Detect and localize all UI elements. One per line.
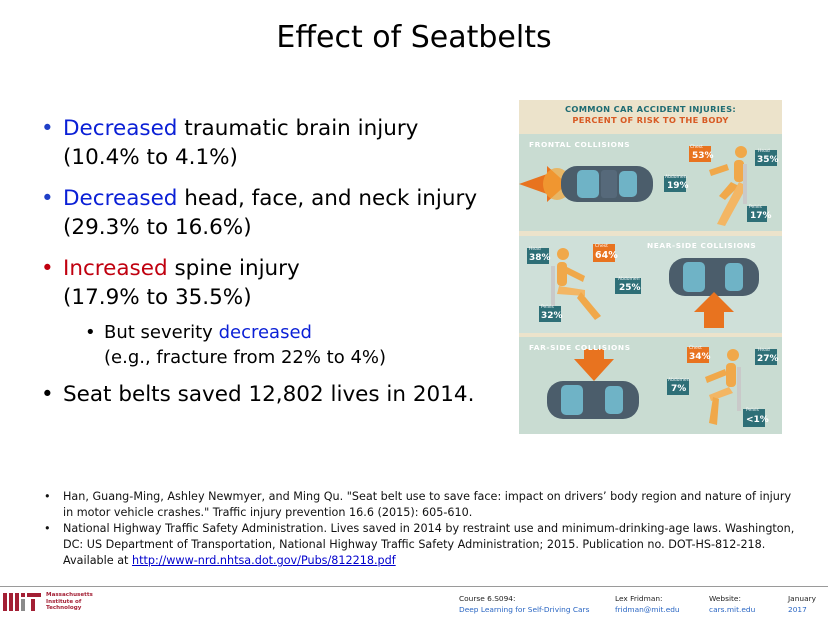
chest-value: 34% — [689, 352, 711, 362]
sub-bullet-stat: (e.g., fracture from 22% to 4%) — [104, 347, 387, 368]
mit-wordmark-line: Technology — [46, 605, 82, 612]
infographic-heading — [519, 104, 782, 126]
course-label: Course 6.S094: — [459, 594, 516, 603]
bullet-text: traumatic brain injury — [177, 116, 419, 141]
sub-bullet-text: But severity — [104, 322, 219, 343]
bullet-dot: • — [44, 522, 51, 535]
pelvis-label: Pelvis — [749, 205, 762, 210]
chest-value: 53% — [692, 151, 714, 161]
date-year: 2017 — [788, 605, 807, 614]
head-value: 27% — [757, 354, 779, 364]
website-label: Website: — [709, 594, 741, 603]
reference-text: Han, Guang-Ming, Ashley Newmyer, and Ming Qu. "Seat belt use to save face: impact on drivers’ body region and nature of injury in motor vehicle crashes." Traffic injury prevention 16.6 (2015): 605-610. — [63, 490, 792, 519]
bullet-spine-injury — [40, 254, 510, 312]
bullet-stat: (10.4% to 4.1%) — [63, 145, 238, 170]
sub-bullet-severity — [84, 320, 510, 370]
bullet-dot: • — [44, 490, 51, 503]
infographic-title: COMMON CAR ACCIDENT INJURIES: — [564, 104, 737, 114]
bullet-stat: (29.3% to 16.6%) — [63, 215, 252, 240]
course-name: Deep Learning for Self-Driving Cars — [459, 605, 590, 614]
references — [44, 489, 795, 569]
impact-arrow-icon — [574, 349, 614, 381]
bullet-highlight: Decreased — [63, 186, 178, 211]
abdomen-label: Abdomen — [618, 277, 640, 282]
bullet-highlight: Decreased — [63, 116, 178, 141]
head-value: 35% — [757, 155, 779, 165]
footer-website — [709, 593, 755, 615]
impact-arrow-icon — [694, 292, 734, 328]
panel-frontal — [519, 134, 782, 231]
bullet-brain-injury — [40, 114, 510, 172]
crash-dummy-icon — [709, 146, 747, 226]
bullet-dot: • — [41, 382, 54, 407]
chest-label: Chest — [689, 346, 702, 351]
sub-bullet-highlight: decreased — [218, 322, 312, 343]
abdomen-label: Abdomen — [668, 378, 690, 383]
abdomen-value: 19% — [667, 181, 689, 191]
bullet-dot: • — [85, 322, 96, 343]
bullet-dot: • — [41, 186, 54, 211]
mit-logo-icon — [3, 593, 43, 613]
bullet-stat: (17.9% to 35.5%) — [63, 285, 252, 310]
slide-title: Effect of Seatbelts — [276, 20, 552, 55]
panel-far-side — [519, 337, 782, 434]
bullet-lives-saved — [40, 380, 510, 409]
head-value: 38% — [529, 253, 551, 263]
infographic-subtitle: PERCENT OF RISK TO THE BODY — [572, 115, 729, 125]
mit-wordmark — [46, 592, 93, 612]
mit-wordmark-line: Massachusetts — [46, 592, 93, 598]
abdomen-value: 7% — [671, 384, 687, 394]
car-top-view-icon — [669, 258, 759, 296]
mit-wordmark-line: Institute of — [46, 598, 82, 605]
website-url: cars.mit.edu — [709, 605, 756, 614]
bullet-text: head, face, and neck injury — [177, 186, 478, 211]
panel-title: FRONTAL COLLISIONS — [529, 140, 631, 149]
bullet-highlight: Increased — [63, 256, 168, 281]
pelvis-label: Pelvis — [746, 408, 759, 413]
car-top-view-icon — [547, 381, 639, 419]
footer-author — [615, 593, 680, 615]
chest-value: 64% — [595, 250, 618, 261]
date-month: January — [788, 594, 817, 603]
footer-course — [459, 593, 589, 615]
pelvis-value: 32% — [541, 311, 563, 321]
bullet-list — [40, 114, 510, 421]
bullet-head-injury — [40, 184, 510, 242]
reference-text: National Highway Traffic Safety Administration. Lives saved in 2014 by restraint use and minimum-drinking-age laws. Washington, DC: US Department of Transportation, National Highway Traffic Safety Administration; 2015. Publication no. DOT-HS-812-218. Available at — [63, 522, 795, 567]
head-label: Head — [758, 348, 770, 353]
pelvis-label: Pelvis — [541, 305, 554, 310]
bullet-dot: • — [41, 116, 54, 141]
footer-divider — [0, 586, 828, 587]
chest-label: Chest — [690, 145, 703, 150]
bullet-text: spine injury — [167, 256, 300, 281]
chest-label: Chest — [595, 244, 608, 249]
reference-link[interactable]: http://www-nrd.nhtsa.dot.gov/Pubs/812218.pdf — [132, 554, 396, 567]
panel-near-side — [519, 236, 782, 333]
car-top-view-icon — [561, 166, 653, 202]
abdomen-label: Abdomen — [665, 175, 687, 180]
reference-item — [44, 489, 795, 521]
head-label: Head — [758, 149, 770, 154]
pelvis-value: 17% — [750, 211, 772, 221]
bullet-dot: • — [41, 256, 54, 281]
pelvis-value: <1% — [746, 415, 769, 425]
panel-title: NEAR-SIDE COLLISIONS — [647, 241, 757, 250]
footer-date — [788, 593, 816, 615]
author-label: Lex Fridman: — [615, 594, 663, 603]
panel-title: FAR-SIDE COLLISIONS — [529, 343, 631, 352]
reference-item — [44, 521, 795, 569]
author-email: fridman@mit.edu — [615, 605, 680, 614]
bullet-text: Seat belts saved 12,802 lives in 2014. — [63, 382, 475, 407]
abdomen-value: 25% — [619, 283, 641, 293]
injury-infographic — [519, 100, 782, 434]
head-label: Head — [529, 247, 541, 252]
